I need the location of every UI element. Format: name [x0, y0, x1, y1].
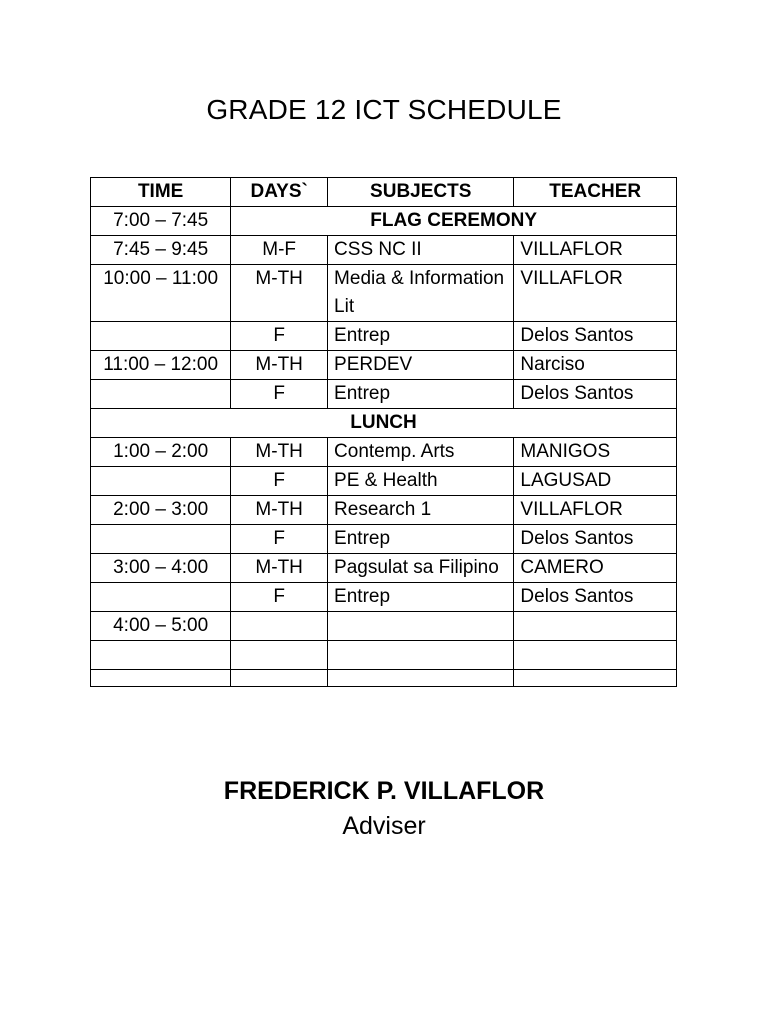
- header-subjects: SUBJECTS: [328, 178, 514, 207]
- days-cell: M-TH: [231, 265, 328, 322]
- subject-cell: CSS NC II: [328, 236, 514, 265]
- teacher-cell: VILLAFLOR: [514, 236, 677, 265]
- time-cell: [91, 322, 231, 351]
- subject-cell: Entrep: [328, 583, 514, 612]
- subject-cell: PERDEV: [328, 351, 514, 380]
- days-cell: M-TH: [231, 351, 328, 380]
- days-cell: F: [231, 583, 328, 612]
- time-cell: [91, 641, 231, 670]
- time-cell: 1:00 – 2:00: [91, 438, 231, 467]
- table-header-row: [91, 178, 677, 207]
- days-cell: M-F: [231, 236, 328, 265]
- subject-cell: Entrep: [328, 380, 514, 409]
- table-row: [91, 351, 677, 380]
- teacher-cell: [514, 612, 677, 641]
- teacher-cell: Delos Santos: [514, 583, 677, 612]
- time-cell: [91, 525, 231, 554]
- lunch-cell: LUNCH: [91, 409, 677, 438]
- table-row: [91, 409, 677, 438]
- time-cell: [91, 670, 231, 687]
- flag-ceremony-cell: FLAG CEREMONY: [231, 207, 677, 236]
- table-row: [91, 322, 677, 351]
- teacher-cell: MANIGOS: [514, 438, 677, 467]
- subject-cell: Entrep: [328, 525, 514, 554]
- subject-cell: Contemp. Arts: [328, 438, 514, 467]
- schedule-table: [90, 177, 677, 687]
- time-cell: 7:00 – 7:45: [91, 207, 231, 236]
- days-cell: [231, 670, 328, 687]
- subject-cell: Media & Information Lit: [328, 265, 514, 322]
- table-row: [91, 438, 677, 467]
- teacher-cell: Delos Santos: [514, 525, 677, 554]
- teacher-cell: LAGUSAD: [514, 467, 677, 496]
- days-cell: F: [231, 322, 328, 351]
- table-row: [91, 670, 677, 687]
- time-cell: 10:00 – 11:00: [91, 265, 231, 322]
- subject-cell: [328, 641, 514, 670]
- table-row: [91, 554, 677, 583]
- time-cell: [91, 583, 231, 612]
- subject-cell: [328, 612, 514, 641]
- adviser-role: Adviser: [342, 812, 426, 840]
- teacher-cell: [514, 641, 677, 670]
- time-cell: 4:00 – 5:00: [91, 612, 231, 641]
- days-cell: M-TH: [231, 438, 328, 467]
- days-cell: M-TH: [231, 554, 328, 583]
- header-days: DAYS`: [231, 178, 328, 207]
- document-title: GRADE 12 ICT SCHEDULE: [206, 94, 562, 125]
- days-cell: F: [231, 525, 328, 554]
- table-row: [91, 380, 677, 409]
- teacher-cell: CAMERO: [514, 554, 677, 583]
- table-row: [91, 207, 677, 236]
- days-cell: [231, 612, 328, 641]
- time-cell: [91, 467, 231, 496]
- teacher-cell: [514, 670, 677, 687]
- time-cell: [91, 380, 231, 409]
- table-row: [91, 265, 677, 322]
- days-cell: F: [231, 467, 328, 496]
- teacher-cell: Delos Santos: [514, 322, 677, 351]
- time-cell: 2:00 – 3:00: [91, 496, 231, 525]
- table-row: [91, 641, 677, 670]
- table-row: [91, 496, 677, 525]
- header-teacher: TEACHER: [514, 178, 677, 207]
- teacher-cell: Narciso: [514, 351, 677, 380]
- subject-cell: PE & Health: [328, 467, 514, 496]
- days-cell: M-TH: [231, 496, 328, 525]
- table-row: [91, 467, 677, 496]
- header-time: TIME: [91, 178, 231, 207]
- subject-cell: Research 1: [328, 496, 514, 525]
- time-cell: 7:45 – 9:45: [91, 236, 231, 265]
- time-cell: 11:00 – 12:00: [91, 351, 231, 380]
- teacher-cell: VILLAFLOR: [514, 265, 677, 322]
- table-row: [91, 525, 677, 554]
- time-cell: 3:00 – 4:00: [91, 554, 231, 583]
- subject-cell: Pagsulat sa Filipino: [328, 554, 514, 583]
- subject-cell: Entrep: [328, 322, 514, 351]
- subject-cell: [328, 670, 514, 687]
- table-row: [91, 612, 677, 641]
- table-row: [91, 236, 677, 265]
- teacher-cell: Delos Santos: [514, 380, 677, 409]
- table-row: [91, 583, 677, 612]
- teacher-cell: VILLAFLOR: [514, 496, 677, 525]
- days-cell: [231, 641, 328, 670]
- days-cell: F: [231, 380, 328, 409]
- adviser-name: FREDERICK P. VILLAFLOR: [223, 777, 545, 805]
